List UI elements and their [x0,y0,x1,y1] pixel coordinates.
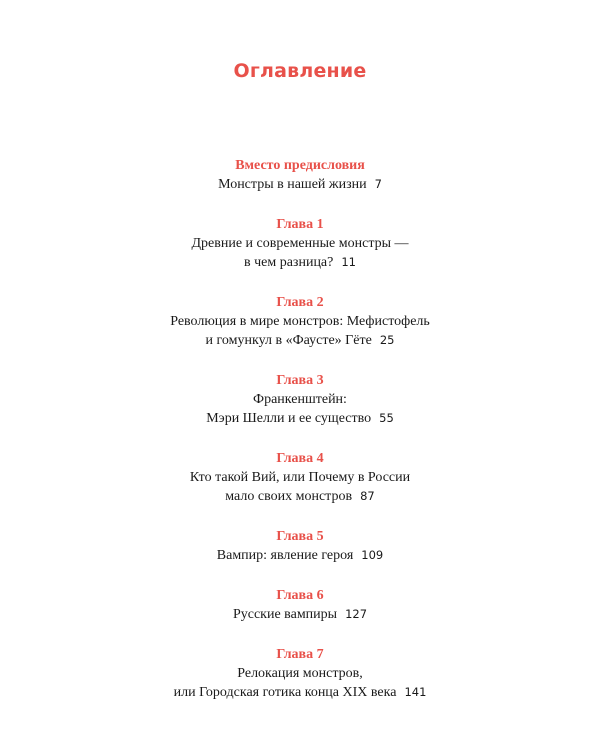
entry-title-line [0,175,600,194]
entry-heading: Глава 4 [276,451,324,466]
entry-title-text: Мэри Шелли и ее существо [206,411,372,426]
toc-entry-preface [0,157,600,194]
toc-entry-chapter-6 [0,587,600,624]
entry-title-line [0,390,600,409]
entry-heading: Глава 5 [276,529,324,544]
entry-title-line [0,331,600,350]
entry-title-line [0,664,600,683]
entry-title-line [0,605,600,624]
toc-entry-chapter-4 [0,450,600,506]
entry-title-text: Релокация монстров, [237,666,363,681]
toc-entry-chapter-1 [0,216,600,272]
entry-title-text: Революция в мире монстров: Мефистофель [170,314,430,329]
toc-entries [0,157,600,724]
entry-title-line [0,312,600,331]
toc-entry-chapter-5 [0,528,600,565]
entry-title-text: и гомункул в «Фаусте» Гёте [205,333,372,348]
entry-title-text: Кто такой Вий, или Почему в России [189,470,411,485]
entry-title-line [0,487,600,506]
entry-title-text: Монстры в нашей жизни [218,177,367,192]
entry-title-line [0,253,600,272]
entry-title-line [0,468,600,487]
entry-title-text: мало своих монстров [225,489,353,504]
entry-title-text: Русские вампиры [232,607,338,622]
entry-title-line [0,234,600,253]
entry-heading: Вместо предисловия [235,158,365,173]
toc-title: Оглавление [233,60,367,82]
entry-title-text: в чем разница? [243,255,334,270]
entry-heading: Глава 2 [276,295,324,310]
entry-page-number: 127 [345,607,368,621]
entry-page-number: 109 [361,548,384,562]
entry-page-number: 7 [374,177,382,191]
entry-heading: Глава 3 [276,373,324,388]
entry-page-number: 11 [341,255,356,269]
entry-heading: Глава 1 [276,217,324,232]
toc-entry-chapter-3 [0,372,600,428]
entry-title-line [0,683,600,702]
entry-page-number: 25 [379,333,395,347]
entry-page-number: 141 [404,685,427,699]
entry-title-text: Древние и современные монстры — [191,236,409,251]
toc-entry-chapter-7 [0,646,600,702]
entry-title-line [0,409,600,428]
entry-page-number: 55 [379,411,394,425]
entry-heading: Глава 7 [276,647,324,662]
entry-title-text: Франкенштейн: [253,392,347,407]
entry-title-text: или Городская готика конца XIX века [173,685,397,700]
entry-heading: Глава 6 [276,588,324,603]
entry-title-text: Вампир: явление героя [216,548,354,563]
entry-title-line [0,546,600,565]
toc-entry-chapter-2 [0,294,600,350]
entry-page-number: 87 [360,489,375,503]
